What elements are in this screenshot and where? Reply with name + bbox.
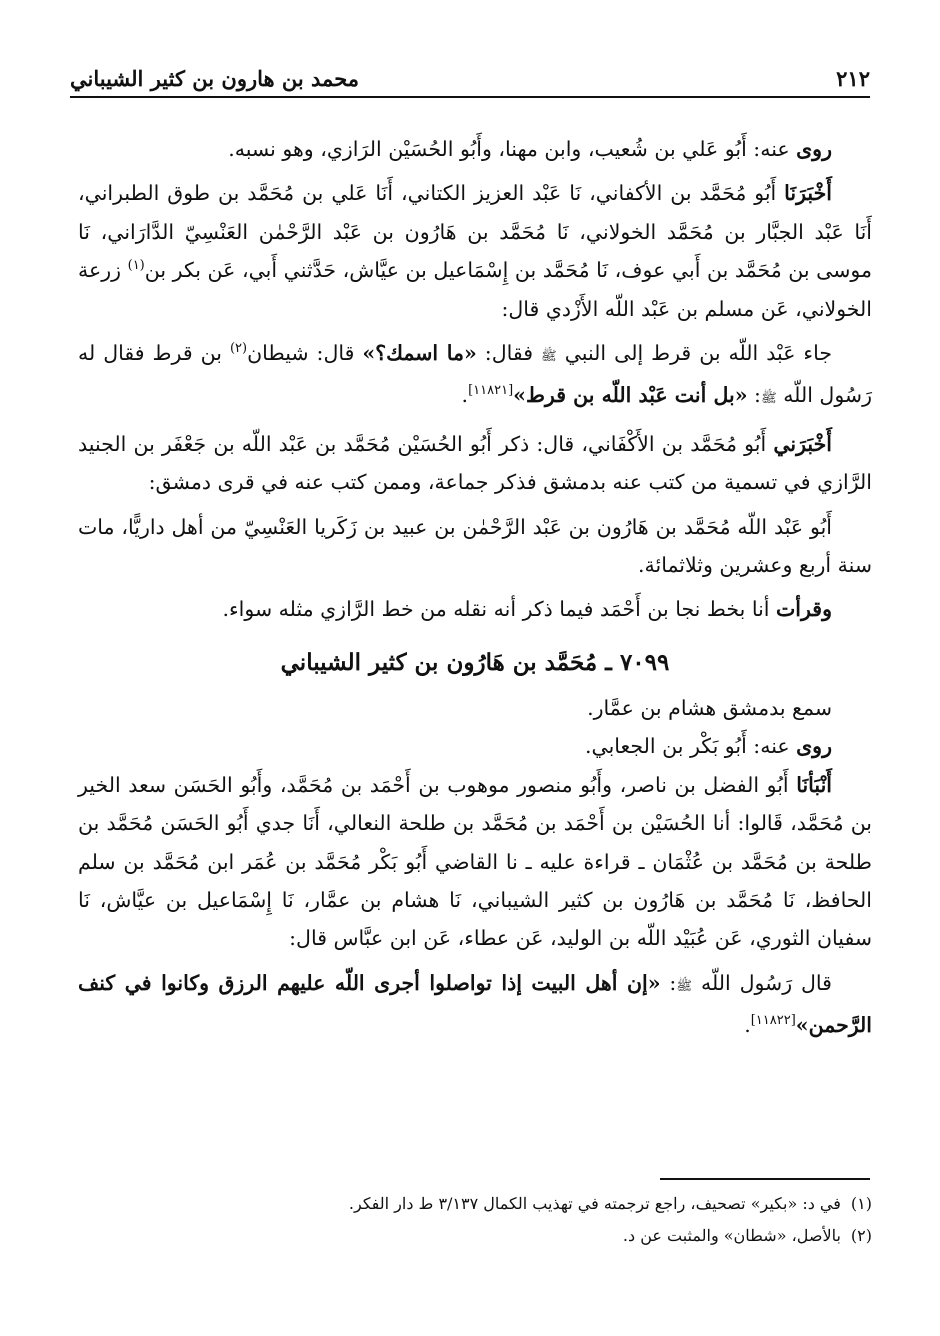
quote-text: «ما اسمك؟»: [362, 341, 477, 366]
footnote-marker-2: (٢): [229, 341, 248, 357]
page-header: [70, 62, 870, 98]
paragraph-hadith-2: [78, 964, 872, 1045]
keyword-akhbarana: أَخْبَرَنَا: [784, 181, 832, 206]
page-number: ٢١٢: [836, 66, 870, 91]
footnote-text: في د: «بكير» تصحيف، راجع ترجمته في تهذيب الكمال ٣/١٣٧ ط دار الفكر.: [348, 1194, 841, 1213]
paragraph-text: سمع بدمشق هشام بن عمَّار.: [587, 695, 832, 720]
paragraph-text: جاء عَبْد اللّه بن قرط إلى النبي: [556, 341, 832, 366]
footnotes: [78, 1188, 872, 1252]
hadith-reference: [١١٨٢١]: [468, 383, 514, 399]
paragraph-text: عنه: أَبُو عَلي بن شُعيب، وابن مهنا، وأَبُو الحُسَيْن الرَازي، وهو نسبه.: [228, 137, 797, 161]
footnote-text: بالأصل، «شطان» والمثبت عن د.: [622, 1226, 841, 1245]
paragraph-text: أَبُو مُحَمَّد بن الأَكْفَاني، قال: ذكر أَبُو الحُسَيْن مُحَمَّد بن عَبْد اللّه بن جَعْفَر بن الجنيد الرَّازي في تسمية من كتب عنه بدمشق فذكر جماعة، وممن كتب عنه في قرى دمشق:: [78, 431, 872, 495]
paragraph-end: .: [744, 1013, 751, 1038]
paragraph-hadith-1: [78, 334, 872, 419]
keyword-rawa: روى: [796, 734, 832, 759]
entry-number: ٧٠٩٩: [619, 648, 670, 676]
footnote-divider: [660, 1178, 870, 1180]
quote-text: «إن أهل البيت إذا تواصلوا أجرى اللّه عليهم الرزق وكانوا في كنف الرَّحمن»: [78, 970, 872, 1038]
paragraph-text: زرعة الخولاني، عَن مسلم بن عَبْد اللّه الأَزْدي قال:: [78, 258, 872, 321]
paragraph-isnad-3: [78, 766, 872, 958]
footnote-number: (٢): [850, 1226, 872, 1245]
paragraph-text: أنا بخط نجا بن أَحْمَد فيما ذكر أنه نقله من خط الرَّازي مثله سواء.: [222, 597, 776, 622]
keyword-akhbarani: أَخْبَرَني: [773, 431, 832, 456]
paragraph-text: أَبُو عَبْد اللّه مُحَمَّد بن هَارُون بن عَبْد الرَّحْمٰن بن عبيد بن زَكَريا العَنْسِيّ من أهل داريًّا، مات سنة أربع وعشرين وثلاثمائة.: [78, 514, 872, 578]
paragraph-end: .: [461, 383, 469, 408]
paragraph-isnad-1: [78, 174, 872, 328]
salawat-symbol: ﷺ: [760, 391, 777, 407]
paragraph-text: فقال:: [476, 341, 541, 366]
paragraph-text: أَبُو الفضل بن ناصر، وأَبُو منصور موهوب بن أَحْمَد بن مُحَمَّد، وأَبُو الحَسَن سعد الخير بن مُحَمَّد، قَالوا: أنا الحُسَيْن بن أَحْمَد بن مُحَمَّد بن طلحة النعالي، أَنَا جدي أَبُو الحَسَن مُحَمَّد بن طلحة بن مُحَمَّد بن عُثْمَان ـ قراءة عليه ـ نا القاضي أَبُو بَكْر مُحَمَّد بن عُمَر ابن مُحَمَّد بن سلم الحافظ، نَا مُحَمَّد بن هَارُون بن كثير الشيباني، نَا هشام بن عمَّار، نَا إِسْمَاعيل بن عيَّاش، نَا سفيان الثوري، عَن عُبَيْد اللّه بن الوليد، عَن عطاء، عَن ابن عبَّاس قال:: [78, 772, 872, 951]
footnote-marker-1: (١): [127, 258, 145, 274]
paragraph-heard: [78, 689, 872, 727]
paragraph-text: قال رَسُول اللّه: [692, 970, 832, 995]
footnote-1: [78, 1188, 872, 1220]
footnote-2: [78, 1220, 872, 1252]
paragraph-biography: [78, 508, 872, 585]
entry-heading: [78, 643, 872, 683]
keyword-qaraatu: وقرأت: [775, 597, 832, 622]
keyword-rawa: روى: [796, 137, 832, 161]
paragraph-text: :: [747, 383, 761, 408]
hadith-reference: [١١٨٢٢]: [750, 1013, 796, 1029]
paragraph-text: بن قرط فقال له رَسُول اللّه: [78, 341, 872, 408]
running-title: محمد بن هارون بن كثير الشيباني: [70, 66, 360, 91]
main-text: [78, 130, 872, 1045]
paragraph-reading: [78, 590, 872, 628]
paragraph-text: عنه: أَبُو بَكْر بن الجعابي.: [584, 734, 797, 759]
paragraph-isnad-2: [78, 425, 872, 502]
salawat-symbol: ﷺ: [541, 349, 557, 365]
keyword-anbaana: أَنْبَأنَا: [796, 772, 832, 797]
paragraph-narrators-2: [78, 727, 872, 765]
quote-text: «بل أنت عَبْد اللّه بن قرط»: [513, 383, 748, 408]
footnote-number: (١): [850, 1194, 872, 1213]
salawat-symbol: ﷺ: [676, 978, 693, 994]
entry-title: ـ مُحَمَّد بن هَارُون بن كثير الشيباني: [280, 648, 620, 676]
paragraph-text: أَبُو مُحَمَّد بن الأكفاني، نَا عَبْد العزيز الكتاني، أَنَا عَلي بن مُحَمَّد بن طوق الطبراني، أَنَا عَبْد الجبَّار بن مُحَمَّد الخولاني، نَا مُحَمَّد بن هَارُون بن عَبْد الرَّحْمٰن العَنْسِيّ الدَّارَاني، نَا موسى بن مُحَمَّد بن أَبي عوف، نَا مُحَمَّد بن إِسْمَاعيل بن عيَّاش، حَدَّثني أَبي، عَن بكر بن: [78, 181, 873, 283]
paragraph-text: :: [660, 970, 677, 995]
paragraph-narrators: [78, 130, 872, 168]
paragraph-text: قال: شيطان: [247, 341, 363, 366]
